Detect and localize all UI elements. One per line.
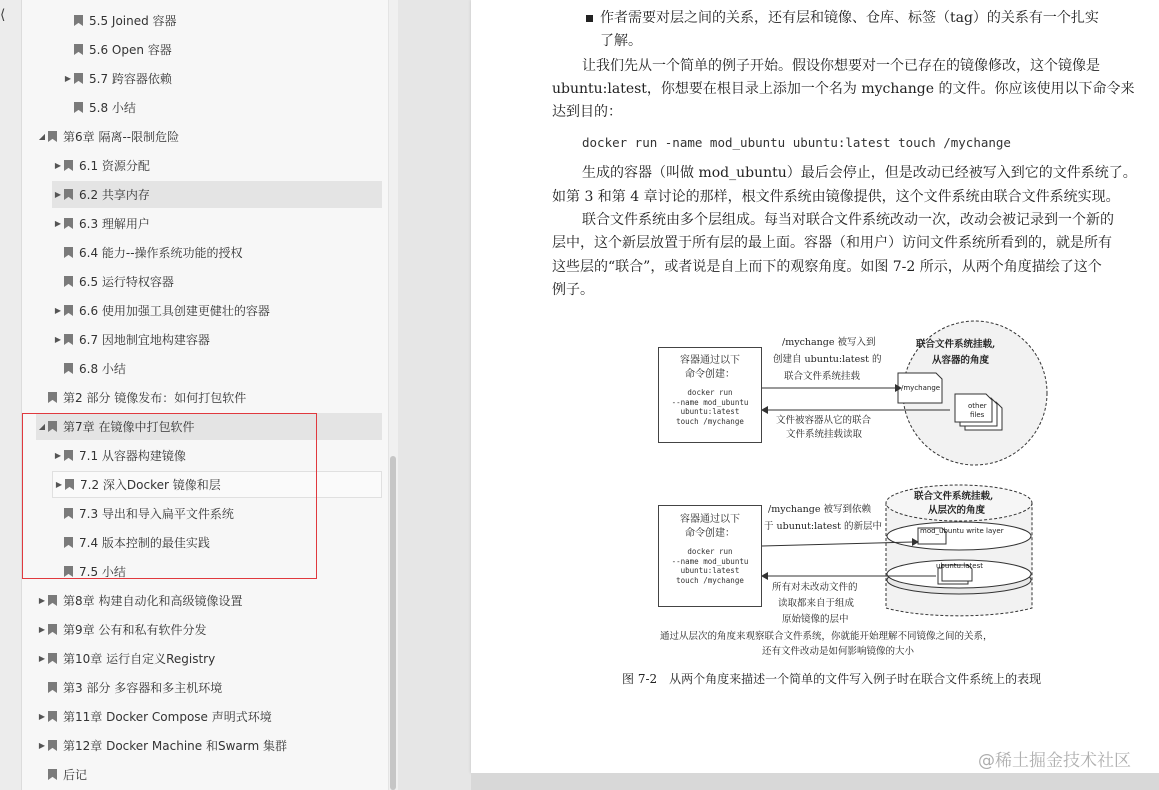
collapse-panel-icon[interactable]: ⟨ (0, 7, 6, 23)
code-line: docker run -name mod_ubuntu ubuntu:latest touch /mychange (582, 135, 1011, 150)
bullet-text-line: 作者需要对层之间的关系，还有层和镜像、仓库、标签（tag）的关系有一个扎实 (600, 10, 1099, 26)
bookmark-icon (64, 334, 73, 345)
expand-arrow-icon[interactable]: ▶ (54, 451, 62, 460)
outline-item-label: 5.8 小结 (89, 101, 136, 115)
arrow-label: 读取都来自于组成 (778, 598, 855, 609)
outline-item[interactable] (52, 239, 243, 266)
bookmark-icon (74, 102, 83, 113)
bookmark-icon (48, 131, 57, 142)
outline-item-label: 6.3 理解用户 (79, 217, 150, 231)
outline-item-label: 第3 部分 多容器和多主机环境 (63, 681, 223, 695)
bookmark-icon (48, 595, 57, 606)
bookmark-icon (48, 653, 57, 664)
outline-item[interactable] (62, 94, 136, 121)
outline-item-label: 6.7 因地制宜地构建容器 (79, 333, 210, 347)
box-command: docker run (687, 547, 733, 556)
box-command: touch /mychange (676, 575, 744, 585)
bookmark-icon (64, 566, 73, 577)
outline-item-highlighted[interactable] (52, 181, 382, 208)
circle-title: 从容器的角度 (932, 355, 990, 366)
outline-item[interactable] (62, 65, 172, 92)
arrow-label: 所有对未改动文件的 (772, 582, 858, 593)
expand-arrow-icon[interactable]: ▶ (38, 741, 46, 750)
bookmark-icon (65, 479, 74, 490)
outline-item[interactable] (36, 123, 179, 150)
expand-arrow-icon[interactable]: ▶ (38, 654, 46, 663)
outline-item[interactable] (36, 587, 242, 614)
outline-item[interactable] (62, 36, 172, 63)
bullet-text-line: 了解。 (600, 33, 642, 49)
outline-item-label: 第2 部分 镜像发布：如何打包软件 (63, 391, 247, 405)
paragraph-line: 联合文件系统由多个层组成。每当对联合文件系统改动一次，改动会被记录到一个新的 (582, 212, 1114, 228)
outline-item-label: 6.4 能力--操作系统功能的授权 (79, 246, 243, 260)
outline-item[interactable] (52, 529, 210, 556)
outline-item[interactable] (36, 732, 287, 759)
arrow-label: /mychange 被写入到 (782, 337, 876, 348)
expand-arrow-icon[interactable]: ▶ (64, 74, 72, 83)
expand-arrow-icon[interactable]: ▶ (38, 596, 46, 605)
box-command: touch /mychange (676, 416, 744, 426)
paragraph-line: 生成的容器（叫做 mod_ubuntu）最后会停止，但是改动已经被写入到它的文件系统了。 (582, 165, 1137, 181)
box-command: ubuntu:latest (680, 566, 740, 575)
expand-arrow-icon[interactable]: ▶ (38, 625, 46, 634)
expand-arrow-icon[interactable]: ▶ (54, 306, 62, 315)
outline-item-label: 5.6 Open 容器 (89, 43, 172, 57)
box-title: 容器通过以下 (680, 514, 740, 525)
arrow-label: 原始镜像的层中 (782, 614, 849, 625)
arrow-label: 文件被容器从它的联合 (776, 415, 872, 426)
bookmark-icon (64, 247, 73, 258)
outline-item-label: 第9章 公有和私有软件分发 (63, 623, 207, 637)
outline-item-label: 7.4 版本控制的最佳实践 (79, 536, 210, 550)
bookmark-icon (48, 711, 57, 722)
outline-item-label: 6.6 使用加强工具创建更健壮的容器 (79, 304, 270, 318)
outline-item-label: 6.2 共享内存 (79, 188, 150, 202)
expand-arrow-icon[interactable]: ▶ (54, 335, 62, 344)
outline-item-hovered[interactable] (52, 471, 382, 498)
next-page-edge (471, 773, 1159, 790)
outline-item[interactable] (36, 703, 272, 730)
paragraph-line: 如第 3 和第 4 章讨论的那样，根文件系统由镜像提供，这个文件系统由联合文件系统实现。 (552, 189, 1120, 205)
outline-item[interactable] (36, 645, 215, 672)
left-rail (0, 0, 22, 790)
outline-item[interactable] (52, 268, 174, 295)
outline-item-label: 6.8 小结 (79, 362, 126, 376)
paragraph-line: 让我们先从一个简单的例子开始。假设你想要对一个已存在的镜像修改，这个镜像是 (582, 58, 1100, 74)
expand-arrow-icon[interactable]: ▶ (54, 190, 62, 199)
outline-item[interactable] (52, 297, 270, 324)
expand-arrow-icon[interactable]: ▶ (54, 219, 62, 228)
cylinder-title: 联合文件系统挂载, (914, 491, 994, 502)
box-command: --name mod_ubuntu (671, 397, 749, 407)
bookmark-icon (64, 160, 73, 171)
file-label: /mychange (901, 384, 941, 392)
outline-item-label: 7.2 深入Docker 镜像和层 (80, 478, 221, 492)
outline-item[interactable] (62, 7, 177, 34)
bookmark-icon (64, 189, 73, 200)
box-title: 容器通过以下 (680, 355, 740, 366)
file-label: files (970, 411, 985, 419)
bookmark-icon (64, 363, 73, 374)
bookmark-icon (48, 421, 57, 432)
outline-item-label: 7.5 小结 (79, 565, 126, 579)
expand-arrow-icon[interactable]: ▶ (54, 161, 62, 170)
bookmark-icon (74, 15, 83, 26)
figure-caption: 图 7-2 从两个角度来描述一个简单的文件写入例子时在联合文件系统上的表现 (622, 672, 1042, 686)
collapse-arrow-icon[interactable]: ◢ (38, 132, 46, 141)
outline-item-label: 后记 (63, 768, 88, 782)
paragraph-line: 层中，这个新层放置于所有层的最上面。容器（和用户）访问文件系统所看到的，就是所有 (552, 235, 1112, 251)
outline-item[interactable] (52, 558, 126, 585)
bookmark-icon (64, 218, 73, 229)
outline-item-label: 7.1 从容器构建镜像 (79, 449, 186, 463)
site-watermark: @稀土掘金技术社区 (978, 751, 1131, 771)
arrow-label: 联合文件系统挂载 (784, 371, 861, 382)
outline-item[interactable] (52, 500, 234, 527)
bookmark-icon (74, 73, 83, 84)
outline-item[interactable] (36, 761, 87, 788)
box-title: 命令创建： (685, 369, 735, 380)
cylinder-title: 从层次的角度 (928, 505, 986, 516)
outline-panel (22, 0, 388, 790)
outline-item-label: 第7章 在镜像中打包软件 (63, 420, 195, 434)
bookmark-icon (48, 392, 57, 403)
outline-item-label: 6.5 运行特权容器 (79, 275, 174, 289)
bookmark-icon (64, 276, 73, 287)
bookmark-icon (64, 537, 73, 548)
outline-item-label: 6.1 资源分配 (79, 159, 150, 173)
bullet-square-icon (586, 15, 593, 22)
outline-item[interactable] (52, 152, 150, 179)
bookmark-icon (74, 44, 83, 55)
box-title: 命令创建： (685, 528, 735, 539)
outline-item-label: 第10章 运行自定义Registry (63, 652, 216, 666)
layer-label: mod_ubuntu write layer (920, 527, 1004, 535)
box-command: ubuntu:latest (680, 407, 740, 416)
bookmark-icon (64, 305, 73, 316)
outline-scrollbar-thumb[interactable] (390, 456, 396, 790)
bookmark-icon (48, 682, 57, 693)
paragraph-line: ubuntu:latest，你想要在根目录上添加一个名为 mychange 的文件。你应该使用以下命令来 (552, 81, 1135, 97)
expand-arrow-icon[interactable]: ▶ (38, 712, 46, 721)
arrow-label: 创建自 ubuntu:latest 的 (773, 354, 882, 365)
paragraph-line: 例子。 (552, 282, 594, 298)
arrow-label: /mychange 被写到依赖 (768, 504, 872, 515)
box-command: --name mod_ubuntu (671, 556, 749, 566)
outline-item[interactable] (52, 442, 186, 469)
outline-item[interactable] (36, 384, 246, 411)
outline-item-label: 第11章 Docker Compose 声明式环境 (63, 710, 272, 724)
outline-item-label: 第12章 Docker Machine 和Swarm 集群 (63, 739, 287, 753)
bookmark-icon (48, 624, 57, 635)
bookmark-icon (64, 450, 73, 461)
outline-item[interactable] (52, 355, 126, 382)
outline-item[interactable] (52, 326, 210, 353)
outline-item-label: 第6章 隔离--限制危险 (63, 130, 180, 144)
command-box-bottom (658, 505, 762, 607)
outline-item-selected[interactable] (36, 413, 382, 440)
outline-item-label: 7.3 导出和导入扁平文件系统 (79, 507, 234, 521)
outline-item-label: 5.5 Joined 容器 (89, 14, 177, 28)
outline-item[interactable] (36, 616, 206, 643)
bookmark-icon (48, 740, 57, 751)
bookmark-icon (48, 769, 57, 780)
circle-title: 联合文件系统挂载, (916, 339, 996, 350)
figure-note: 还有文件改动是如何影响镜像的大小 (762, 646, 915, 657)
file-label: other (968, 402, 987, 410)
bookmark-icon (64, 508, 73, 519)
arrow-label: 于 ubunut:latest 的新层中 (764, 521, 882, 532)
command-box-top (658, 347, 762, 443)
paragraph-line: 这些层的“联合”，或者说是自上而下的观察角度。如图 7-2 所示，从两个角度描绘了这个 (552, 259, 1102, 275)
collapse-arrow-icon[interactable]: ◢ (38, 422, 46, 431)
expand-arrow-icon[interactable]: ▶ (55, 480, 63, 489)
figure-note: 通过从层次的角度来观察联合文件系统，你就能开始理解不同镜像之间的关系， (660, 631, 993, 642)
outline-item-label: 5.7 跨容器依赖 (89, 72, 172, 86)
box-command: docker run (687, 388, 733, 397)
paragraph-line: 达到目的： (552, 104, 622, 120)
layer-label: ubuntu:latest (936, 562, 983, 570)
outline-item-label: 第8章 构建自动化和高级镜像设置 (63, 594, 243, 608)
outline-item[interactable] (36, 674, 222, 701)
outline-item[interactable] (52, 210, 150, 237)
arrow-label: 文件系统挂载读取 (786, 429, 863, 440)
